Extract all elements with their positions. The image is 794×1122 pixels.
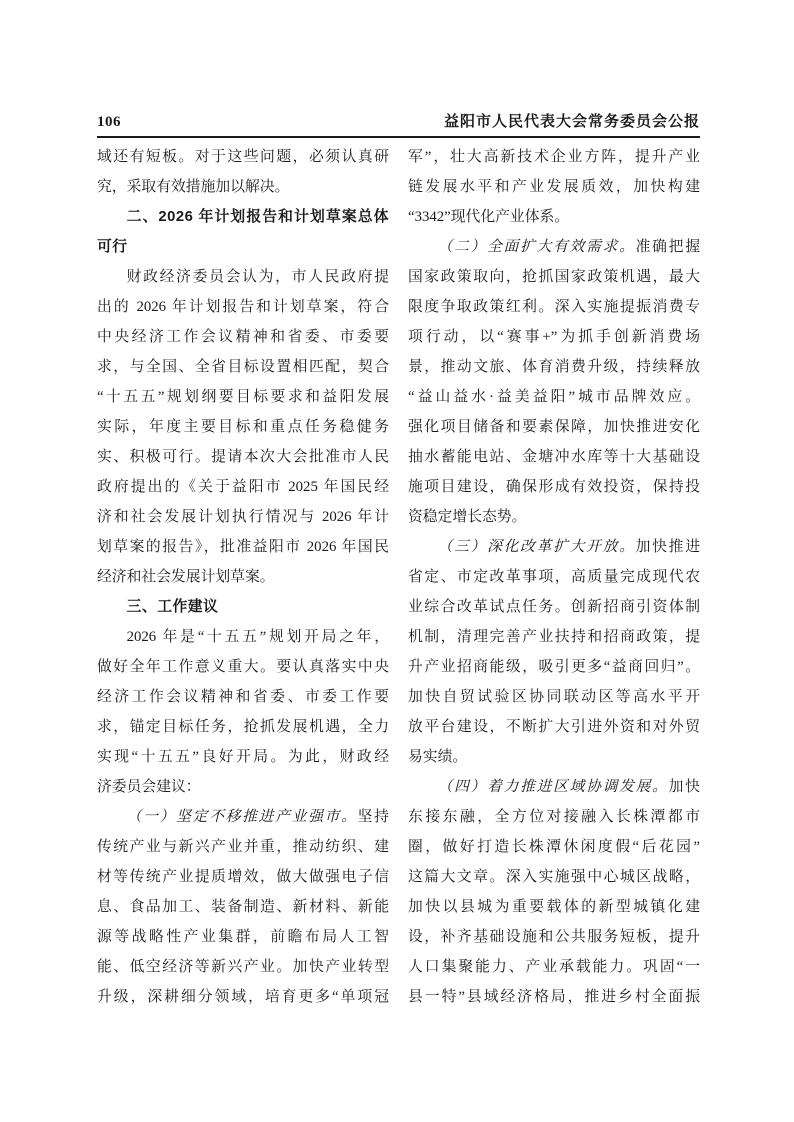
body-text: “益山益水·益美益阳”城市品牌效应。 [408, 389, 700, 405]
body-text: 究，采取有效措施加以解决。 [97, 179, 290, 195]
text-line [97, 172, 389, 202]
text-line [408, 772, 700, 802]
text-line [408, 562, 700, 592]
subsection-heading-text: （二）全面扩大有效需求。 [437, 239, 636, 255]
body-text: 加快以县城为重要载体的新型城镇化建 [408, 899, 700, 915]
text-line [408, 382, 700, 412]
body-text: 准确把握 [635, 239, 700, 255]
text-line [408, 952, 700, 982]
body-text: “3342”现代化产业体系。 [408, 209, 570, 225]
text-line [97, 622, 389, 652]
body-text: 求，锚定目标任务，抢抓发展机遇，全力 [97, 719, 389, 735]
text-line [408, 712, 700, 742]
text-line [97, 322, 389, 352]
body-text: 这篇大文章。深入实施强中心城区战略， [408, 869, 700, 885]
body-text: 链发展水平和产业发展质效，加快构建 [408, 179, 700, 195]
text-line [408, 802, 700, 832]
text-line [408, 502, 700, 532]
body-text: 人口集聚能力、产业承载能力。巩固“一 [408, 959, 700, 975]
text-line [97, 142, 389, 172]
text-line [97, 592, 389, 622]
text-line [97, 742, 389, 772]
section-heading-text: 三、工作建议 [126, 599, 219, 615]
body-text: 加快自贸试验区协同联动区等高水平开 [408, 689, 700, 705]
text-line [97, 982, 389, 1012]
text-line [408, 742, 700, 772]
text-line [97, 922, 389, 952]
text-line [408, 172, 700, 202]
text-line [408, 142, 700, 172]
subsection-heading-text: （一）坚定不移推进产业强市。 [126, 809, 358, 825]
text-line [97, 952, 389, 982]
body-text: 设，补齐基础设施和公共服务短板，提升 [408, 929, 700, 945]
subsection-heading-text: （三）深化改革扩大开放。 [437, 539, 636, 555]
text-line [97, 352, 389, 382]
body-text: 源等战略性产业集群，前瞻布局人工智 [97, 929, 389, 945]
text-line [97, 202, 389, 232]
text-line [97, 442, 389, 472]
text-line [408, 832, 700, 862]
text-column-right [408, 142, 700, 1012]
body-text: 升级，深耕细分领域，培育更多“单项冠 [97, 989, 389, 1005]
body-text: 项行动，以“赛事+”为抓手创新消费场 [408, 329, 700, 345]
text-line [97, 532, 389, 562]
text-line [408, 622, 700, 652]
body-text: 景，推动文旅、体育消费升级，持续释放 [408, 359, 700, 375]
text-line [97, 382, 389, 412]
body-text: 济和社会发展计划执行情况与 2026 年计 [97, 509, 389, 525]
text-line [408, 892, 700, 922]
text-line [97, 232, 389, 262]
text-line [97, 262, 389, 292]
body-text: 做好全年工作意义重大。要认真落实中央 [97, 659, 389, 675]
page-header [97, 110, 700, 138]
text-line [408, 202, 700, 232]
text-line [97, 892, 389, 922]
body-text: 域还有短板。对于这些问题，必须认真研 [97, 149, 389, 165]
body-text: 政府提出的《关于益阳市 2025 年国民经 [97, 479, 389, 495]
body-text: 实际，年度主要目标和重点任务稳健务 [97, 419, 389, 435]
body-text: 经济工作会议精神和省委、市委工作要 [97, 689, 389, 705]
body-text: 财政经济委员会认为，市人民政府提 [126, 269, 389, 285]
text-line [408, 982, 700, 1012]
text-line [97, 862, 389, 892]
body-text: 划草案的报告》，批准益阳市 2026 年国民 [97, 539, 389, 555]
body-text: 济委员会建议： [97, 779, 201, 795]
body-text: 限度争取政策红利。深入实施提振消费专 [408, 299, 700, 315]
text-line [408, 412, 700, 442]
body-text: 省定、市定改革事项，高质量完成现代农 [408, 569, 700, 585]
body-text: 经济和社会发展计划草案。 [97, 569, 275, 585]
body-text: 圈，做好打造长株潭休闲度假“后花园” [408, 839, 700, 855]
text-line [408, 862, 700, 892]
section-heading-text: 二、2026 年计划报告和计划草案总体 [126, 209, 389, 225]
text-line [408, 352, 700, 382]
body-text: 机制，清理完善产业扶持和招商政策，提 [408, 629, 700, 645]
body-text: 材等传统产业提质增效，做大做强电子信 [97, 869, 389, 885]
text-line [408, 262, 700, 292]
publication-title: 益阳市人民代表大会常务委员会公报 [443, 114, 700, 130]
body-text: 实现“十五五”良好开局。为此，财政经 [97, 749, 389, 765]
body-text: 求，与全国、全省目标设置相匹配，契合 [97, 359, 389, 375]
page-number: 106 [97, 114, 121, 130]
body-text: 抽水蓄能电站、金塘冲水库等十大基础设 [408, 449, 700, 465]
body-text: 放平台建设，不断扩大引进外资和对外贸 [408, 719, 700, 735]
body-text: “十五五”规划纲要目标要求和益阳发展 [97, 389, 389, 405]
body-text: 能、低空经济等新兴产业。加快产业转型 [97, 959, 389, 975]
text-line [97, 772, 389, 802]
body-text-area [97, 142, 700, 1012]
body-text: 加快 [668, 779, 700, 795]
body-text: 坚持 [357, 809, 389, 825]
text-line [408, 292, 700, 322]
text-line [408, 232, 700, 262]
text-line [97, 712, 389, 742]
body-text: 东接东融，全方位对接融入长株潭都市 [408, 809, 700, 825]
body-text: 资稳定增长态势。 [408, 509, 527, 525]
body-text: 息、食品加工、装备制造、新材料、新能 [97, 899, 389, 915]
text-line [97, 682, 389, 712]
body-text: 升产业招商能级，吸引更多“益商回归”。 [408, 659, 700, 675]
body-text: 县一特”县域经济格局，推进乡村全面振 [408, 989, 700, 1005]
text-line [97, 502, 389, 532]
text-line [97, 412, 389, 442]
body-text: 实、积极可行。提请本次大会批准市人民 [97, 449, 389, 465]
text-line [97, 832, 389, 862]
body-text: 业综合改革试点任务。创新招商引资体制 [408, 599, 700, 615]
body-text: 中央经济工作会议精神和省委、市委要 [97, 329, 389, 345]
text-line [408, 442, 700, 472]
body-text: 2026 年是“十五五”规划开局之年， [126, 629, 389, 645]
text-line [408, 682, 700, 712]
body-text: 易实绩。 [408, 749, 468, 765]
body-text: 传统产业与新兴产业并重，推动纺织、建 [97, 839, 389, 855]
text-line [408, 532, 700, 562]
section-heading-text: 可行 [97, 239, 128, 255]
body-text: 出的 2026 年计划报告和计划草案，符合 [97, 299, 389, 315]
text-line [97, 292, 389, 322]
body-text: 施项目建设，确保形成有效投资，保持投 [408, 479, 700, 495]
text-line [97, 472, 389, 502]
text-column-left [97, 142, 389, 1012]
text-line [97, 652, 389, 682]
text-line [408, 322, 700, 352]
body-text: 强化项目储备和要素保障，加快推进安化 [408, 419, 700, 435]
subsection-heading-text: （四）着力推进区域协调发展。 [437, 779, 669, 795]
text-line [408, 472, 700, 502]
text-line [408, 592, 700, 622]
text-line [97, 562, 389, 592]
text-line [97, 802, 389, 832]
text-line [408, 652, 700, 682]
body-text: 加快推进 [635, 539, 700, 555]
body-text: 军”，壮大高新技术企业方阵，提升产业 [408, 149, 700, 165]
body-text: 国家政策取向，抢抓国家政策机遇，最大 [408, 269, 700, 285]
text-line [408, 922, 700, 952]
